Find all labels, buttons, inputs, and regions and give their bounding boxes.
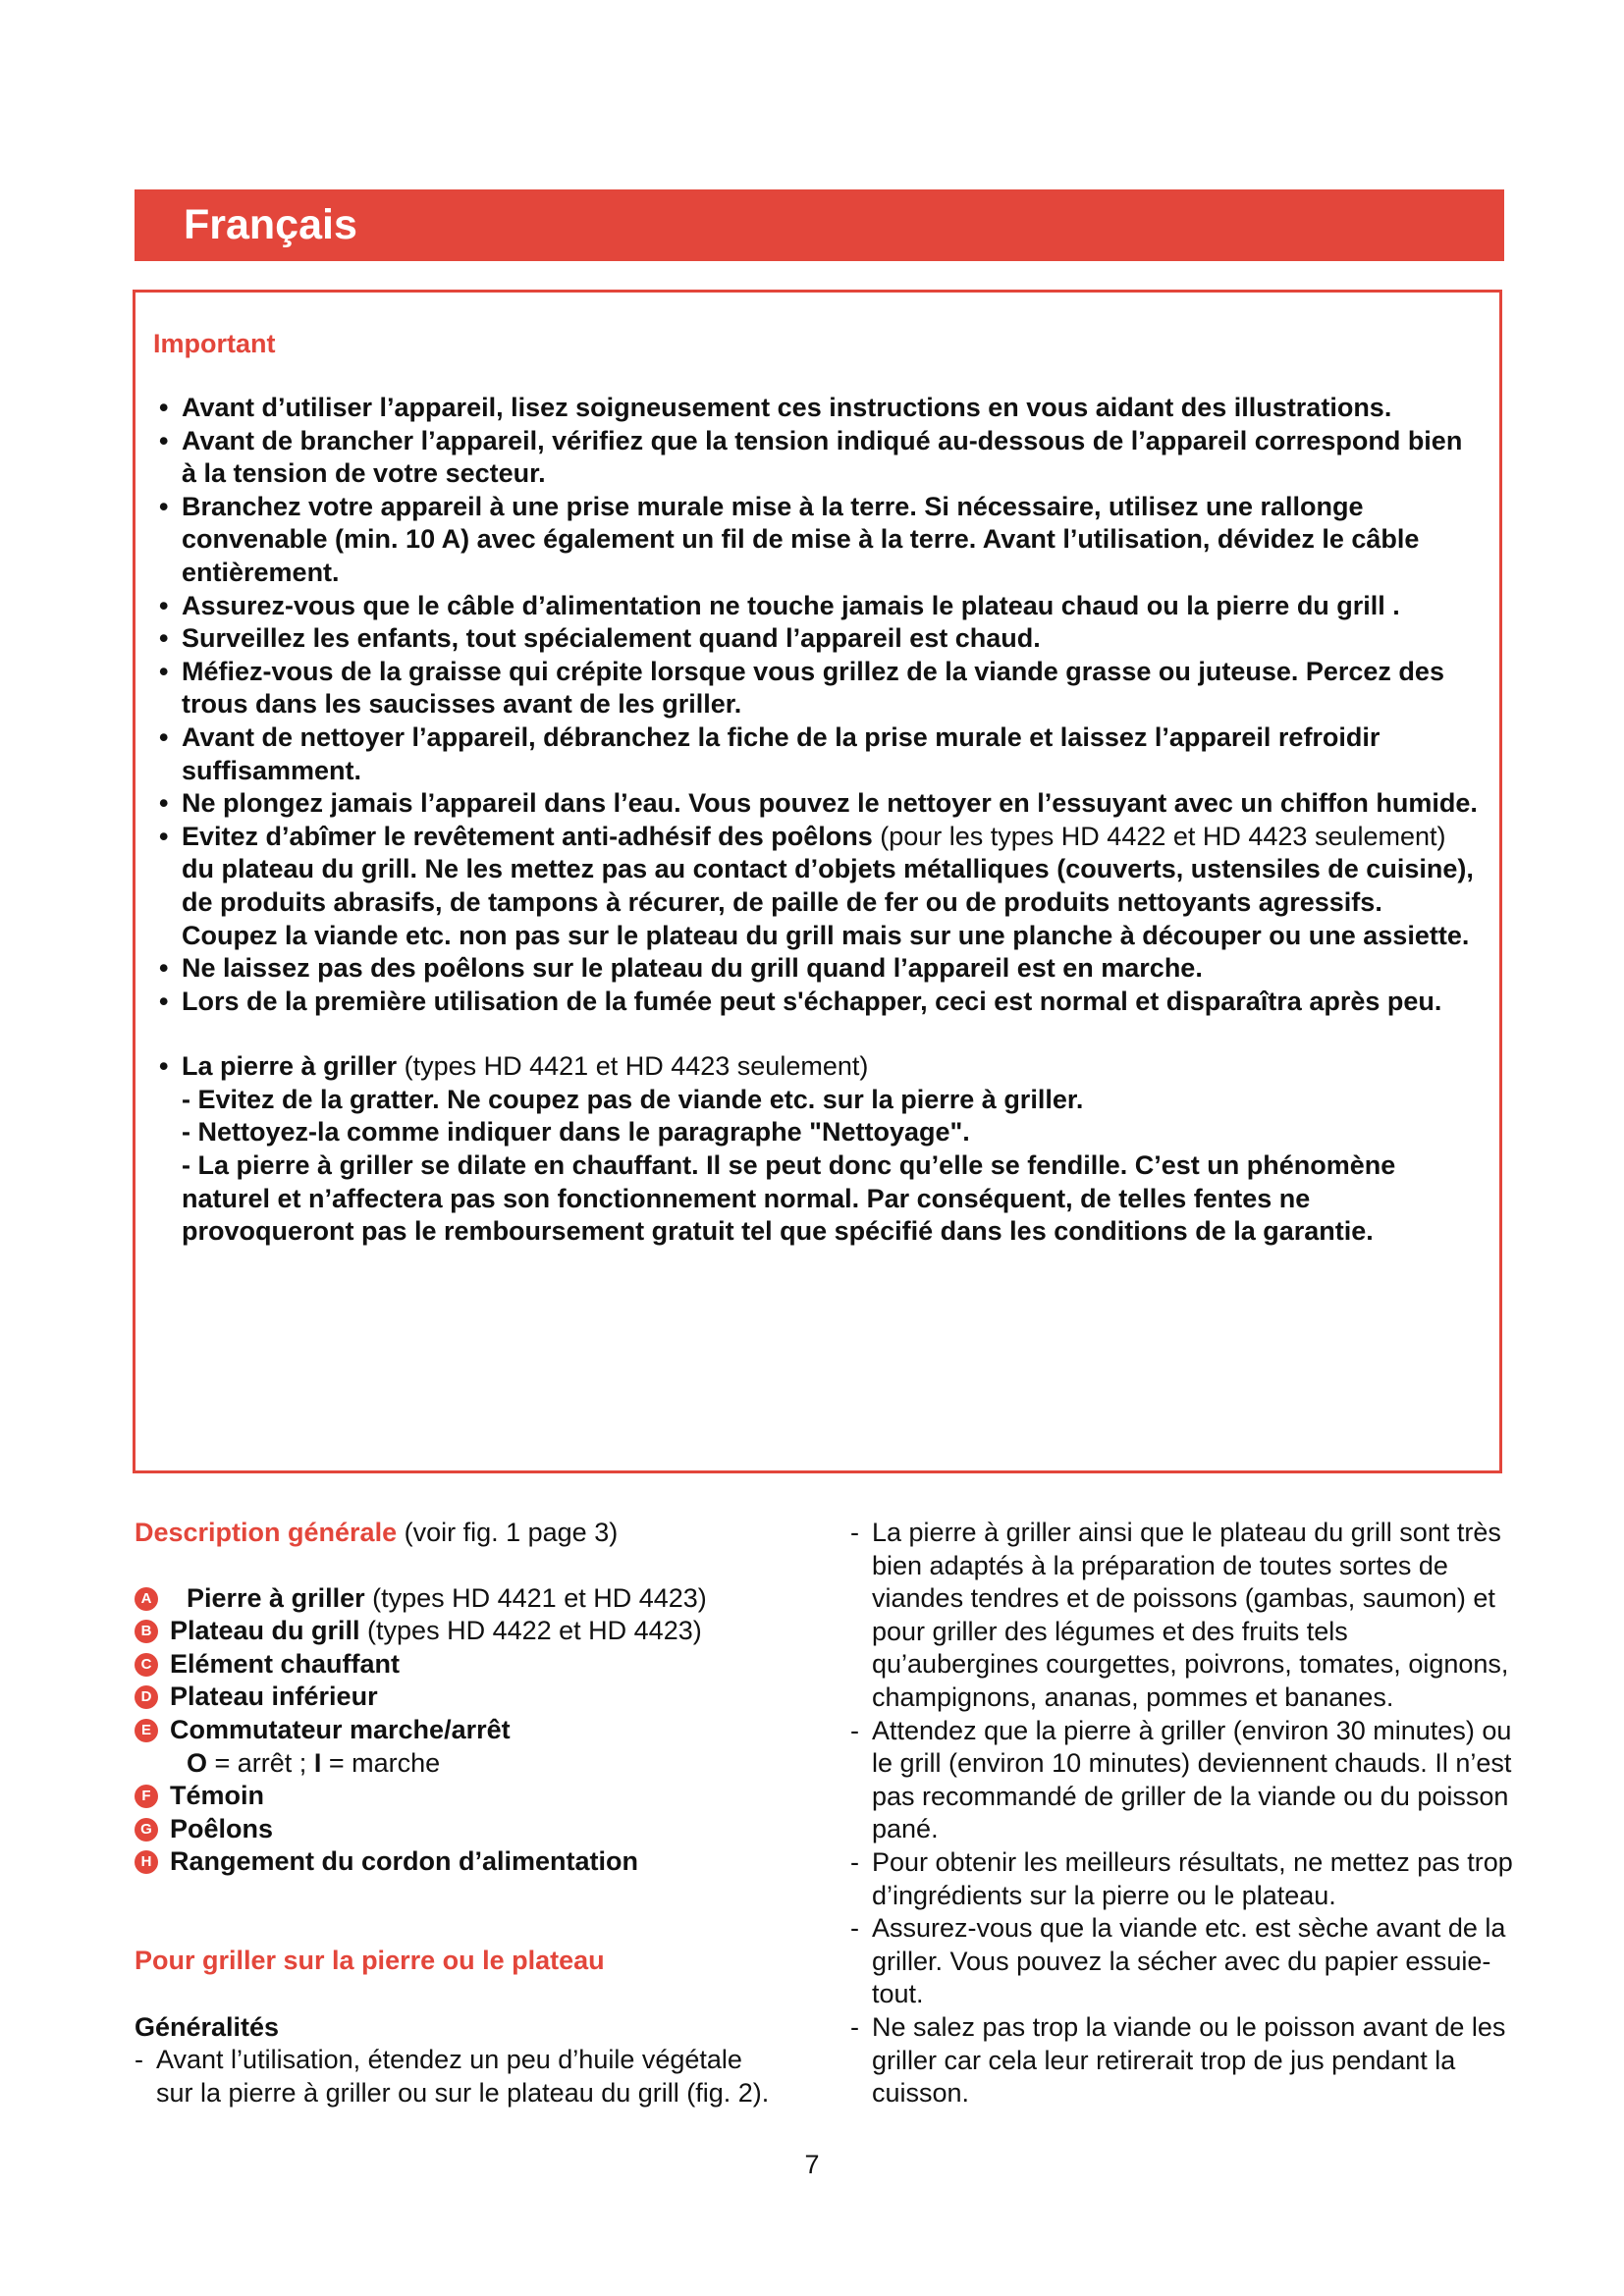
part-item [135,1615,773,1648]
language-title: Français [184,201,357,248]
list-item: • Surveillez les enfants, tout spécialement quand l’appareil est chaud. [157,622,1478,656]
description-ref: (voir fig. 1 page 3) [397,1518,619,1547]
list-item: • Lors de la première utilisation de la fumée peut s'échapper, ceci est normal et disparaîtra après peu. [157,986,1478,1019]
part-name: Plateau du grill [170,1616,360,1646]
switch-off-symbol: O [187,1747,208,1778]
stone-line: - Evitez de la gratter. Ne coupez pas de viande etc. sur la pierre à griller. [182,1084,1084,1114]
page-number: 7 [804,2150,820,2179]
part-item [135,1780,773,1813]
list-item-stone [157,1050,1478,1249]
part-name: Plateau inférieur [170,1682,378,1712]
part-item [135,1813,773,1846]
switch-on-text: = marche [321,1747,441,1778]
list-item: • Ne laissez pas des poêlons sur le plateau du grill quand l’appareil est en marche. [157,952,1478,986]
general-heading: Généralités [135,2011,280,2042]
list-item: • Avant de nettoyer l’appareil, débranchez la fiche de la prise murale et laissez l’appareil refroidir suffisamment. [157,721,1478,787]
letter-badge-icon: A [135,1587,158,1611]
list-item: - Attendez que la pierre à griller (environ 30 minutes) ou le grill (environ 10 minutes) deviennent chauds. Il n’est pas recommandé de griller de la viande ou du poisson pané. [850,1715,1518,1846]
list-item: • Ne plongez jamais l’appareil dans l’eau. Vous pouvez le nettoyer en l’essuyant avec un chiffon humide. [157,787,1478,821]
part-note: (types HD 4422 et HD 4423) [359,1616,702,1646]
list-item-coating [157,821,1478,952]
list-item: • Avant de brancher l’appareil, vérifiez que la tension indiqué au-dessous de l’appareil correspond bien à la tension de votre secteur. [157,425,1478,491]
letter-badge-icon: C [135,1653,158,1677]
part-name: Commutateur marche/arrêt [170,1714,511,1744]
stone-title: La pierre à griller [182,1051,398,1082]
stone-line: - La pierre à griller se dilate en chauffant. Il se peut donc qu’elle se fendille. C’est un phénomène naturel et n’affectera pas son fonctionnement normal. Par conséquent, de telles fentes ne provoqueront pas le remboursement gratuit tel que spécifié dans les conditions de la garantie. [182,1150,1396,1247]
part-name: Rangement du cordon d’alimentation [170,1846,639,1877]
left-column [135,1517,773,2109]
language-header-bar [135,189,1504,261]
stone-line: - Nettoyez-la comme indiquer dans le paragraphe "Nettoyage". [182,1117,970,1148]
part-name: Témoin [170,1781,265,1811]
switch-on-symbol: I [313,1747,322,1778]
coating-note: (pour les types HD 4422 et HD 4423 seulement) [872,821,1446,851]
list-item: - Ne salez pas trop la viande ou le poisson avant de les griller car cela leur retirerait trop de jus pendant la cuisson. [850,2011,1518,2110]
part-item [135,1714,773,1747]
part-name: Elément chauffant [170,1648,401,1679]
list-item: - Avant l’utilisation, étendez un peu d’huile végétale sur la pierre à griller ou sur le plateau du grill (fig. 2). [135,2044,773,2109]
letter-badge-icon: B [135,1620,158,1643]
letter-badge-icon: H [135,1850,158,1874]
letter-badge-icon: D [135,1685,158,1709]
list-item: • Méfiez-vous de la graisse qui crépite lorsque vous grillez de la viande grasse ou juteuse. Percez des trous dans les saucisses avant de les griller. [157,656,1478,721]
list-item: • Avant d’utiliser l’appareil, lisez soigneusement ces instructions en vous aidant des illustrations. [157,392,1478,425]
part-note: (types HD 4421 et HD 4423) [364,1582,707,1613]
switch-off-text: = arrêt ; [207,1747,314,1778]
part-name: Poêlons [170,1813,274,1843]
important-box [133,290,1502,1473]
part-name: Pierre à griller [187,1582,365,1613]
part-item [135,1582,773,1616]
coating-bold-end: du plateau du grill. Ne les mettez pas au contact d’objets métalliques (couverts, ustensiles de cuisine), de produits abrasifs, de tampons à récurer, de paille de fer ou de produits nettoyants agressifs. Coupez la viande etc. non pas sur le plateau du grill mais sur une planche à découper ou une assiette. [182,854,1474,950]
tips-list [850,1517,1518,2110]
important-title: Important [153,329,276,358]
letter-badge-icon: G [135,1818,158,1842]
list-item: - Pour obtenir les meilleurs résultats, ne mettez pas trop d’ingrédients sur la pierre ou le plateau. [850,1846,1518,1912]
list-item: - Assurez-vous que la viande etc. est sèche avant de la griller. Vous pouvez la sécher avec du papier essuie-tout. [850,1912,1518,2011]
switch-legend [135,1747,773,1781]
letter-badge-icon: F [135,1785,158,1808]
part-item [135,1681,773,1714]
description-title: Description générale [135,1518,398,1547]
grilling-title: Pour griller sur la pierre ou le plateau [135,1945,605,1975]
list-item: - La pierre à griller ainsi que le plateau du grill sont très bien adaptés à la préparation de toutes sortes de viandes tendres et de poissons (gambas, saumon) et pour griller des légumes et des fruits tels qu’aubergines courgettes, poivrons, tomates, oignons, champignons, ananas, pommes et bananes. [850,1517,1518,1715]
stone-note: (types HD 4421 et HD 4423 seulement) [397,1051,869,1082]
coating-bold-start: Evitez d’abîmer le revêtement anti-adhésif des poêlons [182,821,873,851]
general-list [135,2044,773,2109]
right-column [850,1517,1518,2110]
parts-list [135,1582,773,1879]
list-item: • Assurez-vous que le câble d’alimentation ne touche jamais le plateau chaud ou la pierre du grill . [157,590,1478,623]
important-list [157,392,1478,1249]
part-item [135,1648,773,1682]
letter-badge-icon: E [135,1719,158,1742]
part-item [135,1845,773,1879]
description-heading [135,1517,773,1550]
list-item: • Branchez votre appareil à une prise murale mise à la terre. Si nécessaire, utilisez une rallonge convenable (min. 10 A) avec également un fil de mise à la terre. Avant l’utilisation, dévidez le câble entièrement. [157,491,1478,590]
